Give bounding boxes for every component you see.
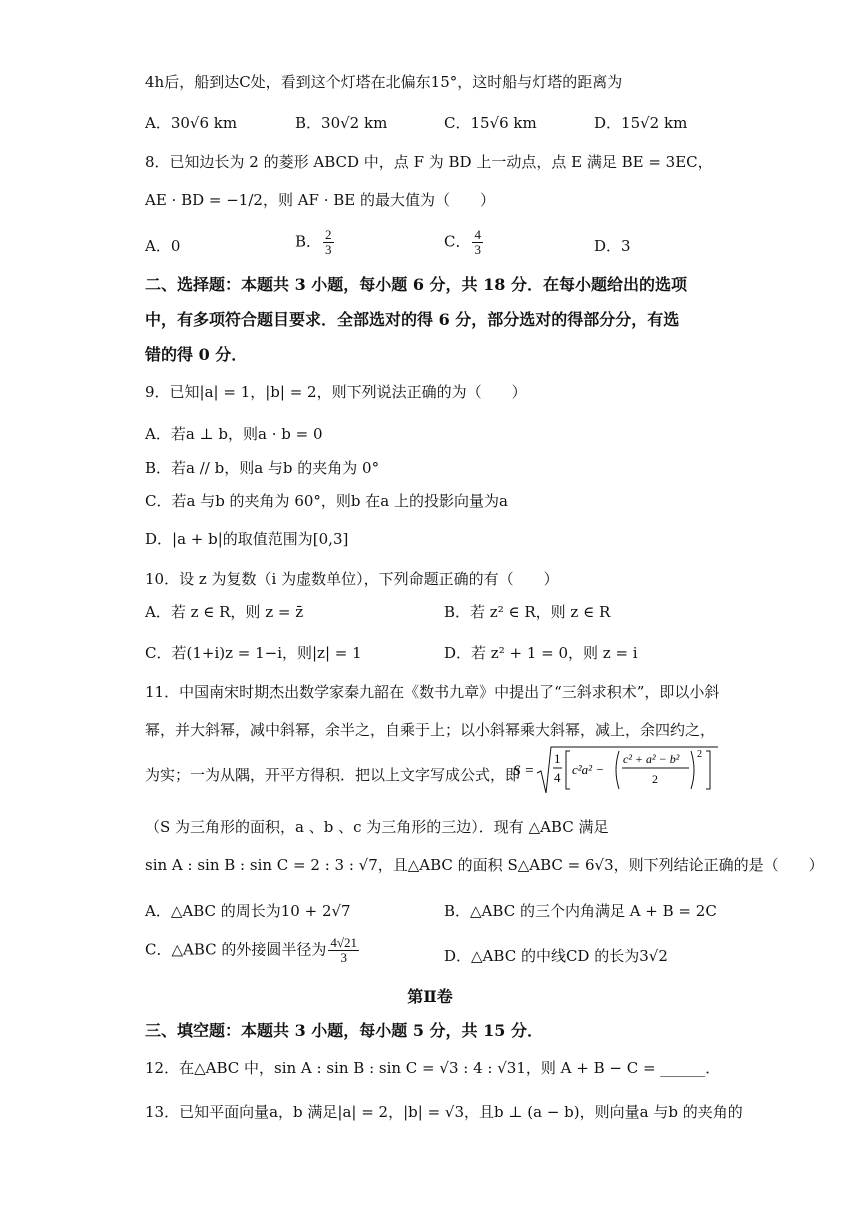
q7-option-c[interactable]: C．15√6 km <box>444 114 537 132</box>
q10-option-b[interactable]: B．若 z² ∈ R，则 z ∈ R <box>444 603 611 621</box>
formula-inner-left: c²a² − <box>572 762 605 777</box>
q11-stem-line1: 11．中国南宋时期杰出数学家秦九韶在《数书九章》中提出了“三斜求积术”，即以小斜 <box>145 683 720 701</box>
q13-stem: 13．已知平面向量a，b 满足|a| = 2，|b| = √3，且b ⊥ (a − b)，则向量a 与b 的夹角的 <box>145 1103 743 1121</box>
formula-frac-num: c² + a² − b² <box>623 752 680 766</box>
q11-stem-line2: 幂，并大斜幂，减中斜幂，余半之，自乘于上；以小斜幂乘大斜幂，减上，余四约之， <box>145 721 716 739</box>
formula-left-paren <box>616 751 619 789</box>
q9-option-d[interactable]: D．|a + b|的取值范围为[0,3] <box>145 530 349 548</box>
q9-stem: 9．已知|a| = 1，|b| = 2，则下列说法正确的为（ ） <box>145 383 527 401</box>
section-3-heading: 三、填空题：本题共 3 小题，每小题 5 分，共 15 分． <box>145 1021 543 1040</box>
section-2-heading-line2: 中，有多项符合题目要求．全部选对的得 6 分，部分选对的得部分分，有选 <box>145 310 680 329</box>
q11-option-c-fraction <box>328 936 359 965</box>
q11-option-a[interactable]: A．△ABC 的周长为10 + 2√7 <box>145 902 351 920</box>
q9-option-b[interactable]: B．若a // b，则a 与b 的夹角为 0° <box>145 459 380 477</box>
q11-stem-line3: 为实；一为从隅，开平方得积．把以上文字写成公式，即 <box>145 766 521 784</box>
q8-b-den: 3 <box>325 242 332 257</box>
q7-option-b[interactable]: B．30√2 km <box>295 114 388 132</box>
q7-option-a[interactable]: A．30√6 km <box>145 114 238 132</box>
q11-option-c[interactable] <box>145 936 361 965</box>
q9-option-c[interactable]: C．若a 与b 的夹角为 60°，则b 在a 上的投影向量为a <box>145 492 508 510</box>
q8-stem-line1: 8．已知边长为 2 的菱形 ABCD 中，点 F 为 BD 上一动点，点 E 满足 BE = 3EC， <box>145 153 713 171</box>
formula-right-paren <box>691 751 694 789</box>
q8-stem-line2: AE · BD = −1/2，则 AF · BE 的最大值为（ ） <box>145 191 496 209</box>
formula-lhs: S = <box>513 763 535 779</box>
part-2-title: 第Ⅱ卷 <box>407 987 453 1006</box>
q8-option-b-fraction <box>323 228 334 257</box>
section-2-heading-line1: 二、选择题：本题共 3 小题，每小题 6 分，共 18 分．在每小题给出的选项 <box>145 275 687 294</box>
formula-right-bracket <box>706 751 710 789</box>
q8-option-c[interactable] <box>444 228 485 257</box>
q8-b-num: 2 <box>325 227 332 242</box>
q11-c-den: 3 <box>340 950 347 965</box>
qin-jiushao-formula <box>513 743 718 801</box>
q8-option-a[interactable]: A．0 <box>145 237 181 255</box>
formula-left-bracket <box>566 751 570 789</box>
formula-frac-den: 2 <box>652 772 658 786</box>
q7-option-d[interactable]: D．15√2 km <box>594 114 688 132</box>
q11-c-num: 4√21 <box>330 935 358 950</box>
q10-option-a[interactable]: A．若 z ∈ R，则 z = z̄ <box>145 603 304 621</box>
q11-option-d[interactable]: D．△ABC 的中线CD 的长为3√2 <box>444 947 668 965</box>
q11-stem-line5: sin A : sin B : sin C = 2 : 3 : √7，且△ABC 的面积 S△ABC = 6√3，则下列结论正确的是（ ） <box>145 856 824 874</box>
q8-option-b-label: B． <box>295 232 322 251</box>
formula-four: 4 <box>554 770 561 785</box>
q8-c-num: 4 <box>474 227 481 242</box>
section-2-heading-line3: 错的得 0 分． <box>145 345 248 364</box>
q10-option-c[interactable]: C．若(1+i)z = 1−i，则|z| = 1 <box>145 644 362 662</box>
q12-stem: 12．在△ABC 中，sin A : sin B : sin C = √3 : 4 : √31，则 A + B − C = ______． <box>145 1059 721 1077</box>
q8-option-d[interactable]: D．3 <box>594 237 631 255</box>
q9-option-a[interactable]: A．若a ⊥ b，则a · b = 0 <box>145 425 323 443</box>
q11-option-b[interactable]: B．△ABC 的三个内角满足 A + B = 2C <box>444 902 717 920</box>
formula-exponent: 2 <box>697 749 702 760</box>
q7-stem-end: 4h后，船到达C处，看到这个灯塔在北偏东15°，这时船与灯塔的距离为 <box>145 73 623 91</box>
q8-option-c-label: C． <box>444 232 471 251</box>
q8-c-den: 3 <box>474 242 481 257</box>
q8-option-b[interactable] <box>295 228 336 257</box>
q8-option-c-fraction <box>472 228 483 257</box>
q11-stem-line4: （S 为三角形的面积，a 、b 、c 为三角形的三边）．现有 △ABC 满足 <box>145 818 609 836</box>
q10-stem: 10．设 z 为复数（i 为虚数单位），下列命题正确的有（ ） <box>145 570 559 588</box>
q10-option-d[interactable]: D．若 z² + 1 = 0，则 z = i <box>444 644 638 662</box>
formula-one: 1 <box>554 751 561 766</box>
q11-option-c-label: C．△ABC 的外接圆半径为 <box>145 940 327 959</box>
formula-svg <box>513 743 718 797</box>
